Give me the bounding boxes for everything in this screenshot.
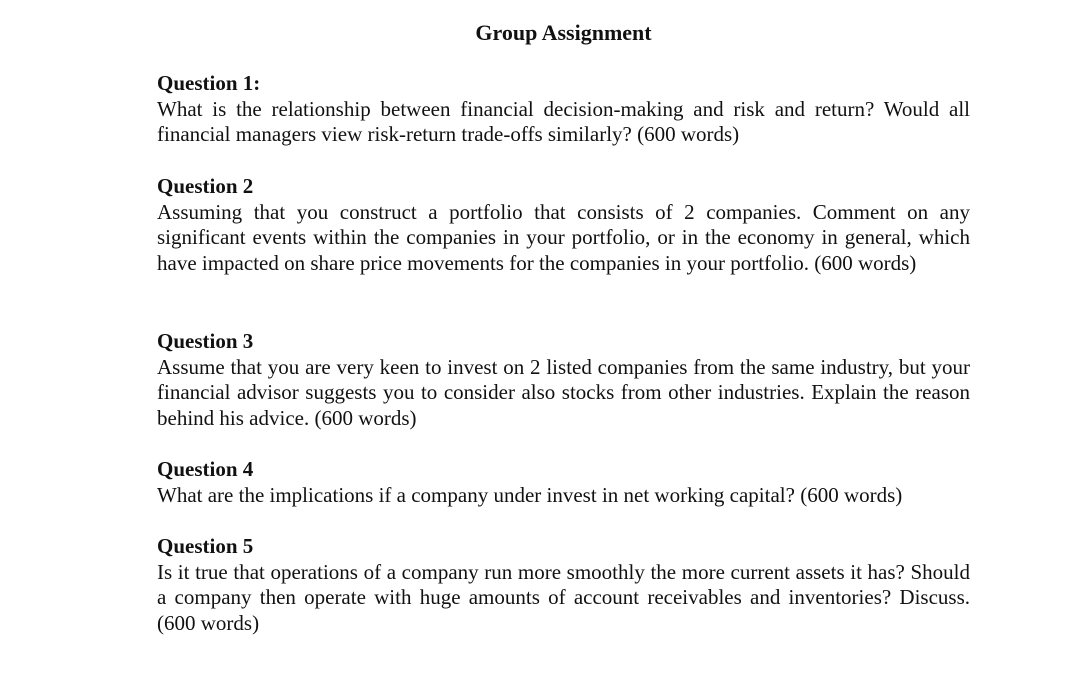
question-body: What is the relationship between financial decision-making and risk and return? Would all financial managers view risk-return trade-offs similarly? (600 words) [157, 96, 970, 146]
question-heading: Question 2 [157, 174, 254, 198]
question-body: Assume that you are very keen to invest on 2 listed companies from the same industry, but your financial advisor suggests you to consider also stocks from other industries. Explain the reason behind his advice. (600 words) [157, 354, 970, 430]
question-1 [157, 71, 970, 148]
question-4 [157, 457, 970, 508]
question-body: Is it true that operations of a company run more smoothly the more current assets it has? Should a company then operate with huge amounts of account receivables and inventories? Discuss. (600 words) [157, 559, 970, 635]
question-heading: Question 3 [157, 329, 254, 353]
question-body: What are the implications if a company under invest in net working capital? (600 words) [157, 482, 903, 507]
question-3 [157, 329, 970, 431]
question-heading: Question 5 [157, 534, 254, 558]
question-heading: Question 4 [157, 457, 254, 481]
document-title: Group Assignment [475, 20, 652, 45]
question-heading: Question 1: [157, 71, 261, 95]
question-body: Assuming that you construct a portfolio that consists of 2 companies. Comment on any significant events within the companies in your portfolio, or in the economy in general, which have impacted on share price movements for the companies in your portfolio. (600 words) [157, 199, 970, 275]
question-2 [157, 174, 970, 276]
question-5 [157, 534, 970, 636]
